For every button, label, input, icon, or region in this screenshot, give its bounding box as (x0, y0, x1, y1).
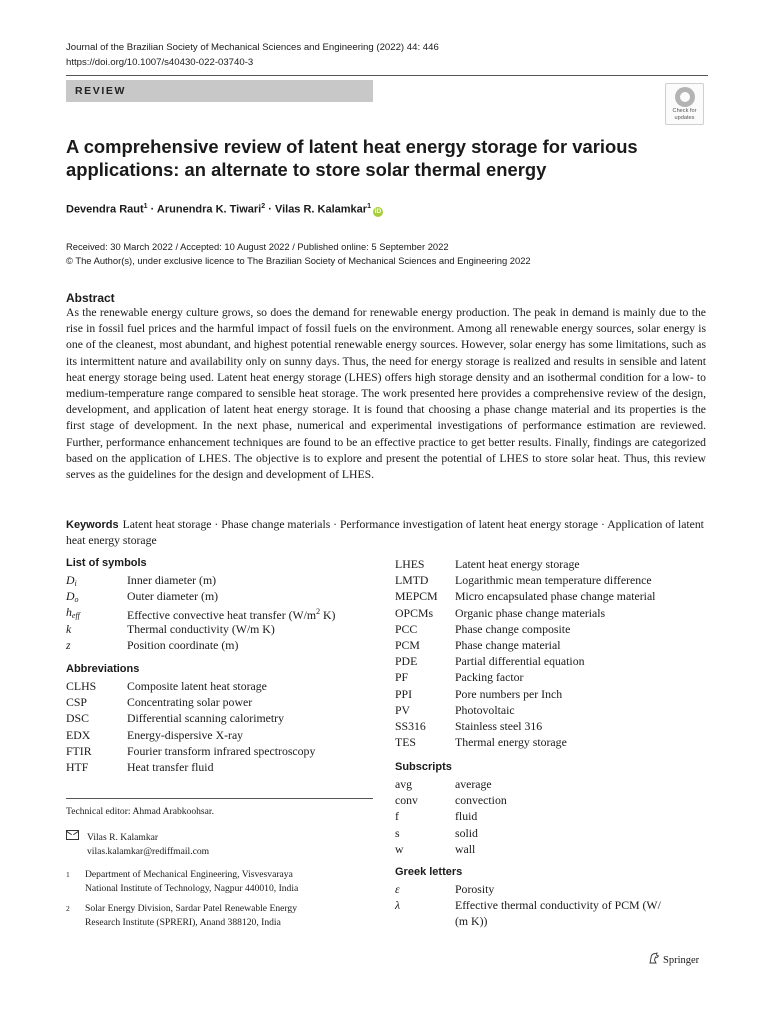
symbol-desc: Position coordinate (m) (127, 637, 239, 652)
abbreviation-row (66, 694, 315, 710)
symbol-desc: Thermal conductivity (W/m K) (127, 621, 275, 636)
abbreviation-row (395, 556, 655, 572)
abbreviation-row (66, 759, 315, 775)
journal-citation: Journal of the Brazilian Society of Mechanical Sciences and Engineering (2022) 44: 446 (66, 42, 439, 53)
crossmark-icon (675, 87, 695, 107)
abbreviation-desc: Pore numbers per Inch (455, 686, 563, 701)
greek-letters-heading: Greek letters (395, 866, 463, 878)
corresponding-author (66, 830, 209, 858)
springer-horse-icon (648, 952, 660, 965)
subscript-desc: fluid (455, 809, 478, 824)
abbreviation-desc: Organic phase change materials (455, 605, 606, 620)
greek-row (395, 881, 661, 897)
abbreviations-list-left (66, 678, 315, 775)
abbreviation-row (395, 702, 655, 718)
greek-row-continued (395, 913, 661, 929)
symbol-desc: Inner diameter (m) (127, 573, 217, 587)
subscript-row (395, 776, 507, 792)
affiliation-line: Research Institute (SPRERI), Anand 388120, India (85, 916, 281, 928)
subscript-term: f (395, 809, 399, 824)
abbreviation-row (66, 678, 315, 694)
subscript-term: avg (395, 777, 413, 791)
subscript-desc: average (455, 777, 492, 791)
abbreviation-desc: Phase change composite (455, 621, 571, 636)
affiliation-number: 1 (66, 870, 70, 879)
subscript-desc: wall (455, 841, 476, 856)
check-for-updates-badge[interactable] (665, 83, 704, 125)
author-name[interactable]: Vilas R. Kalamkar (274, 203, 368, 216)
subscript-row (395, 792, 507, 808)
author-affiliation: 1 (143, 203, 148, 210)
abbreviation-desc: Composite latent heat storage (127, 679, 267, 693)
abbreviation-desc: Partial differential equation (455, 654, 585, 669)
corresponding-name: Vilas R. Kalamkar (87, 832, 159, 843)
affiliation-line: Department of Mechanical Engineering, Visvesvaraya (85, 869, 293, 880)
badge-line1: Check for (672, 108, 697, 114)
orcid-icon[interactable]: iD (374, 207, 382, 215)
abbreviation-desc: Heat transfer fluid (127, 759, 214, 774)
subscript-desc: convection (455, 793, 507, 808)
author-affiliation: 2 (261, 203, 266, 210)
author-separator: · (147, 203, 157, 216)
subscript-term: conv (395, 793, 418, 808)
abbreviation-row (66, 743, 315, 759)
author-separator: · (265, 203, 275, 216)
abbreviation-desc: Logarithmic mean temperature difference (455, 573, 652, 588)
greek-row (395, 897, 661, 913)
affiliation-2 (66, 902, 297, 929)
abbreviation-desc: Fourier transform infrared spectroscopy (127, 743, 316, 758)
abbreviation-desc: Thermal energy storage (455, 735, 567, 750)
keywords-text: Latent heat storage · Phase change materials · Performance investigation of latent heat energy storage · Application of latent heat energy storage (66, 518, 704, 548)
abbreviation-term: SS316 (395, 718, 426, 733)
abbreviation-row (395, 686, 655, 702)
symbols-heading: List of symbols (66, 557, 147, 569)
abbreviation-desc: Energy-dispersive X-ray (127, 727, 244, 742)
abbreviation-desc: Photovoltaic (455, 702, 515, 717)
author-name[interactable]: Arunendra K. Tiwari (156, 203, 262, 216)
abbreviation-term: PCC (395, 621, 418, 636)
author-list (66, 203, 383, 217)
subscript-row (395, 825, 507, 841)
abbreviation-row (395, 572, 655, 588)
abbreviation-term: LMTD (395, 573, 429, 588)
author-affiliation: 1 (367, 203, 371, 210)
subscript-term: s (395, 825, 400, 840)
abbreviation-term: MEPCM (395, 589, 438, 604)
publisher-name: Springer (663, 955, 700, 966)
symbol-term: $D_o$ (66, 589, 79, 605)
history-dates: Received: 30 March 2022 / Accepted: 10 August 2022 / Published online: 5 September 2022 (66, 241, 449, 252)
greek-term: ε (395, 882, 400, 896)
abbreviation-row (395, 718, 655, 734)
abbreviation-row (66, 727, 315, 743)
symbol-row (66, 604, 336, 623)
keywords-heading: Keywords (66, 519, 119, 531)
abbreviation-desc: Micro encapsulated phase change material (455, 589, 656, 604)
abbreviations-list-right (395, 556, 655, 750)
greek-letters-list (395, 881, 661, 930)
symbol-term: k (66, 621, 72, 636)
symbol-term: $D_i$ (66, 573, 77, 588)
keywords (66, 517, 706, 549)
greek-desc-continued: (m K)) (455, 914, 488, 929)
affiliation-line: National Institute of Technology, Nagpur 440010, India (85, 882, 299, 894)
article-title: A comprehensive review of latent heat energy storage for various applications: an alternate to store solar thermal energy (66, 136, 638, 180)
copyright-notice: © The Author(s), under exclusive licence to The Brazilian Society of Mechanical Sciences and Engineering 2022 (66, 255, 531, 266)
abbreviation-term: TES (395, 735, 416, 750)
header-divider (66, 75, 708, 76)
abbreviation-term: DSC (66, 711, 89, 726)
affiliation-1 (66, 868, 298, 895)
symbol-row (66, 588, 336, 604)
affiliation-number: 2 (66, 904, 70, 913)
greek-desc: Porosity (455, 882, 495, 896)
abbreviation-term: PCM (395, 637, 420, 652)
symbol-row (66, 637, 336, 653)
abbreviation-term: FTIR (66, 743, 92, 758)
envelope-icon (66, 830, 79, 840)
affiliation-line: Solar Energy Division, Sardar Patel Renewable Energy (85, 903, 297, 914)
abbreviation-term: HTF (66, 759, 89, 774)
abbreviation-row (395, 653, 655, 669)
abbreviation-desc: Packing factor (455, 670, 524, 685)
badge-line2: updates (674, 114, 695, 121)
subscript-desc: solid (455, 825, 478, 840)
abbreviation-term: PDE (395, 654, 418, 669)
subscripts-heading: Subscripts (395, 761, 452, 773)
abbreviation-term: PV (395, 702, 411, 717)
abbreviation-term: CSP (66, 695, 87, 710)
abbreviations-heading: Abbreviations (66, 663, 140, 675)
abbreviation-term: OPCMs (395, 605, 434, 620)
symbols-list (66, 572, 336, 653)
abbreviation-desc: Latent heat energy storage (455, 557, 580, 571)
abbreviation-row (395, 669, 655, 685)
abstract-text: As the renewable energy culture grows, so does the demand for renewable energy production. The peak in demand is mainly due to the rise in fossil fuel prices and the harmful impact of fossil fuels on the environment. Among all renewable energy sources, solar energy is one of the cleanest, most abundant, and highest potential renewable energy sources. However, solar energy has some limitations, such as its intermittent nature and availability only on sunny days. Thus, the need for energy storage is realized and results in sensible and latent heat energy storage being used. Latent heat energy storage (LHES) offers high storage density and an isothermal condition for a low- to medium-temperature range compared to sensible heat storage. The work presented here provides a comprehensive review of the design, development, and application of latent heat energy storage. It is found that choosing a phase change material and its properties is the first stage of development. In the next phase, numerical and experimental investigations of performance estimation are reviewed. Further, performance enhancement techniques are found to be an effective practice to get better results. Finally, findings are categorized based on the application of LHES. The objective is to explore and present the potential of LHES to store solar heat. Thus, this review serves as the guidelines for the design and development of LHES. (66, 306, 706, 482)
abbreviation-term: LHES (395, 557, 425, 571)
symbol-desc: Outer diameter (m) (127, 589, 219, 604)
subscripts-list (395, 776, 507, 857)
abbreviation-row (395, 637, 655, 653)
abbreviation-term: CLHS (66, 679, 97, 693)
author-name[interactable]: Devendra Raut (66, 203, 144, 216)
abbreviation-desc: Stainless steel 316 (455, 718, 543, 733)
abbreviation-row (395, 588, 655, 604)
subscript-row (395, 808, 507, 824)
abstract-heading: Abstract (66, 291, 115, 305)
publication-dates (66, 240, 531, 268)
abbreviation-desc: Differential scanning calorimetry (127, 711, 285, 726)
greek-desc: Effective thermal conductivity of PCM (W/ (455, 898, 661, 913)
abbreviation-row (395, 734, 655, 750)
symbol-desc: Effective convective heat transfer ($W/m^2$ K) (127, 607, 336, 623)
abbreviation-term: EDX (66, 727, 91, 742)
abbreviation-term: PPI (395, 686, 413, 701)
technical-editor-note: Technical editor: Ahmad Arabkoohsar. (66, 806, 214, 817)
subscript-row (395, 841, 507, 857)
abbreviation-row (395, 621, 655, 637)
doi-link[interactable]: https://doi.org/10.1007/s40430-022-03740-3 (66, 57, 254, 68)
footnote-divider (66, 798, 373, 799)
section-label: REVIEW (75, 85, 127, 97)
abbreviation-term: PF (395, 670, 409, 685)
abbreviation-row (66, 710, 315, 726)
greek-term: λ (395, 898, 401, 913)
symbol-term: z (66, 637, 71, 652)
symbol-term: $h_{eff}$ (66, 605, 80, 621)
section-label-bar (66, 80, 373, 102)
symbol-row (66, 572, 336, 588)
subscript-term: w (395, 841, 404, 856)
publisher-logo (648, 952, 699, 966)
abbreviation-row (395, 605, 655, 621)
journal-header (66, 40, 439, 70)
abbreviation-desc: Concentrating solar power (127, 695, 253, 710)
abbreviation-desc: Phase change material (455, 637, 561, 652)
corresponding-email[interactable]: vilas.kalamkar@rediffmail.com (87, 845, 210, 857)
